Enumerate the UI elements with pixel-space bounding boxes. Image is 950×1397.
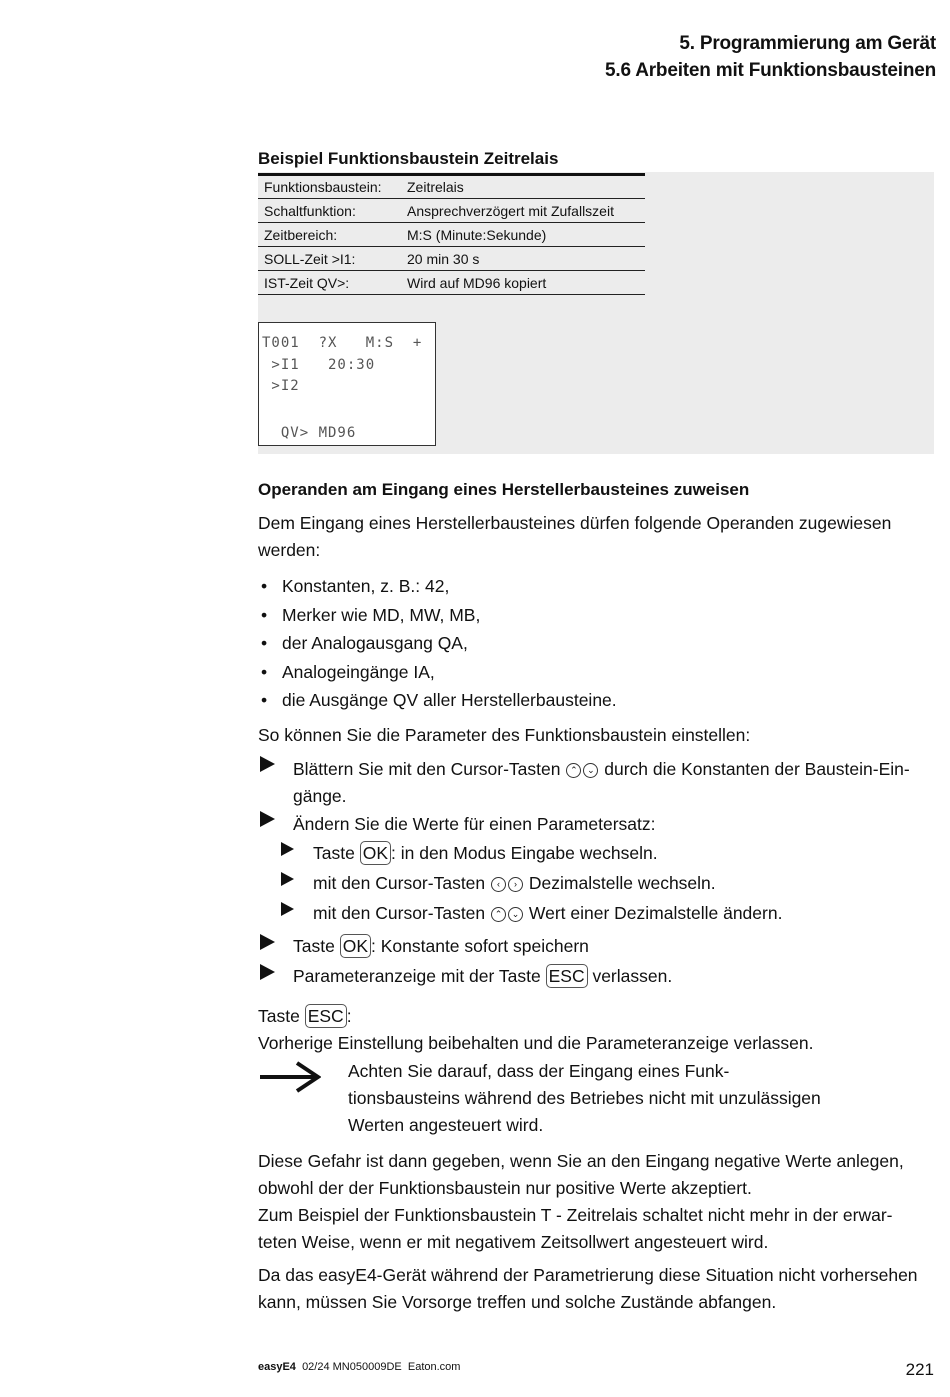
cursor-up-icon: ⌃ xyxy=(566,763,581,778)
cursor-left-icon: ‹ xyxy=(491,877,506,892)
esc-label: Taste ESC : xyxy=(258,1006,352,1026)
step-triangle-icon xyxy=(260,934,275,950)
table-row: Schaltfunktion: Ansprechverzögert mit Zufallszeit xyxy=(258,199,645,223)
operands-intro: Dem Eingang eines Herstellerbausteines dürfen folgende Operanden zugewiesen werden: xyxy=(258,513,892,560)
step-scroll-cont: gänge. xyxy=(293,786,347,806)
esc-description: Vorherige Einstellung beibehalten und die Parameteranzeige verlassen. xyxy=(258,1033,814,1053)
list-item: • Konstanten, z. B.: 42, xyxy=(258,572,617,601)
table-row: Zeitbereich: M:S (Minute:Sekunde) xyxy=(258,223,645,247)
footer: easyE4 02/24 MN050009DE Eaton.com xyxy=(258,1361,461,1373)
section-header: 5.6 Arbeiten mit Funktionsbausteinen xyxy=(605,60,936,81)
ok-key: OK xyxy=(340,934,371,958)
substep-triangle-icon xyxy=(281,872,294,886)
cursor-down-icon: ⌄ xyxy=(583,763,598,778)
substep-triangle-icon xyxy=(281,902,294,916)
cursor-up-icon: ⌃ xyxy=(491,907,506,922)
esc-key: ESC xyxy=(546,964,588,988)
step-triangle-icon xyxy=(260,756,275,772)
ok-key: OK xyxy=(360,841,391,865)
lcd-line: QV> MD96 xyxy=(262,425,357,441)
example-title: Beispiel Funktionsbaustein Zeitrelais xyxy=(258,149,559,168)
lcd-line: >I2 xyxy=(262,378,300,394)
operands-title: Operanden am Eingang eines Herstellerbausteines zuweisen xyxy=(258,480,750,499)
step-triangle-icon xyxy=(260,964,275,980)
note-text: Achten Sie darauf, dass der Eingang eines Funk- tionsbausteins während des Betriebes nicht mit unzulässigen Werten angesteuert wird. xyxy=(348,1061,821,1135)
table-row: SOLL-Zeit >I1: 20 min 30 s xyxy=(258,247,645,271)
substep-left-right: mit den Cursor-Tasten ‹ › Dezimalstelle wechseln. xyxy=(313,873,716,893)
table-row: Funktionsbaustein: Zeitrelais xyxy=(258,175,645,199)
lcd-line: T001 ?X M:S + xyxy=(262,335,423,351)
step-save: Taste OK : Konstante sofort speichern xyxy=(293,936,589,956)
list-item: • Merker wie MD, MW, MB, xyxy=(258,601,617,630)
list-item: • Analogeingänge IA, xyxy=(258,658,617,687)
body-paragraph-1: Diese Gefahr ist dann gegeben, wenn Sie an den Eingang negative Werte anlegen, obwohl der der Funktionsbaustein nur positive Werte akzeptiert. Zum Beispiel der Funktionsbaustein T - Zeitrelais schaltet nicht mehr in der erwar- teten Weise, wenn er mit negativem Zeitsollwert angesteuert wird. xyxy=(258,1151,904,1252)
example-table xyxy=(258,173,645,295)
arrow-right-icon xyxy=(259,1060,321,1094)
chapter-header: 5. Programmierung am Gerät xyxy=(679,33,936,54)
lcd-line: >I1 20:30 xyxy=(262,357,376,373)
params-intro: So können Sie die Parameter des Funktionsbaustein einstellen: xyxy=(258,725,751,745)
cursor-right-icon: › xyxy=(508,877,523,892)
substep-triangle-icon xyxy=(281,842,294,856)
list-item: • die Ausgänge QV aller Herstellerbausteine. xyxy=(258,686,617,715)
table-row: IST-Zeit QV>: Wird auf MD96 kopiert xyxy=(258,271,645,295)
operand-list xyxy=(258,572,617,715)
cursor-down-icon: ⌄ xyxy=(508,907,523,922)
step-triangle-icon xyxy=(260,811,275,827)
substep-up-down: mit den Cursor-Tasten ⌃ ⌄ Wert einer Dezimalstelle ändern. xyxy=(313,903,783,923)
lcd-display xyxy=(258,322,436,446)
body-paragraph-2: Da das easyE4-Gerät während der Parametrierung diese Situation nicht vorhersehen kann, müssen Sie Vorsorge treffen und solche Zustände abfangen. xyxy=(258,1265,918,1312)
esc-key: ESC xyxy=(305,1004,347,1028)
step-change: Ändern Sie die Werte für einen Parametersatz: xyxy=(293,814,656,834)
page-number: 221 xyxy=(905,1360,934,1379)
list-item: • der Analogausgang QA, xyxy=(258,629,617,658)
step-exit: Parameteranzeige mit der Taste ESC verlassen. xyxy=(293,966,673,986)
substep-ok: Taste OK : in den Modus Eingabe wechseln. xyxy=(313,843,658,863)
step-scroll: Blättern Sie mit den Cursor-Tasten ⌃ ⌄ durch die Konstanten der Baustein-Ein- xyxy=(293,759,910,779)
